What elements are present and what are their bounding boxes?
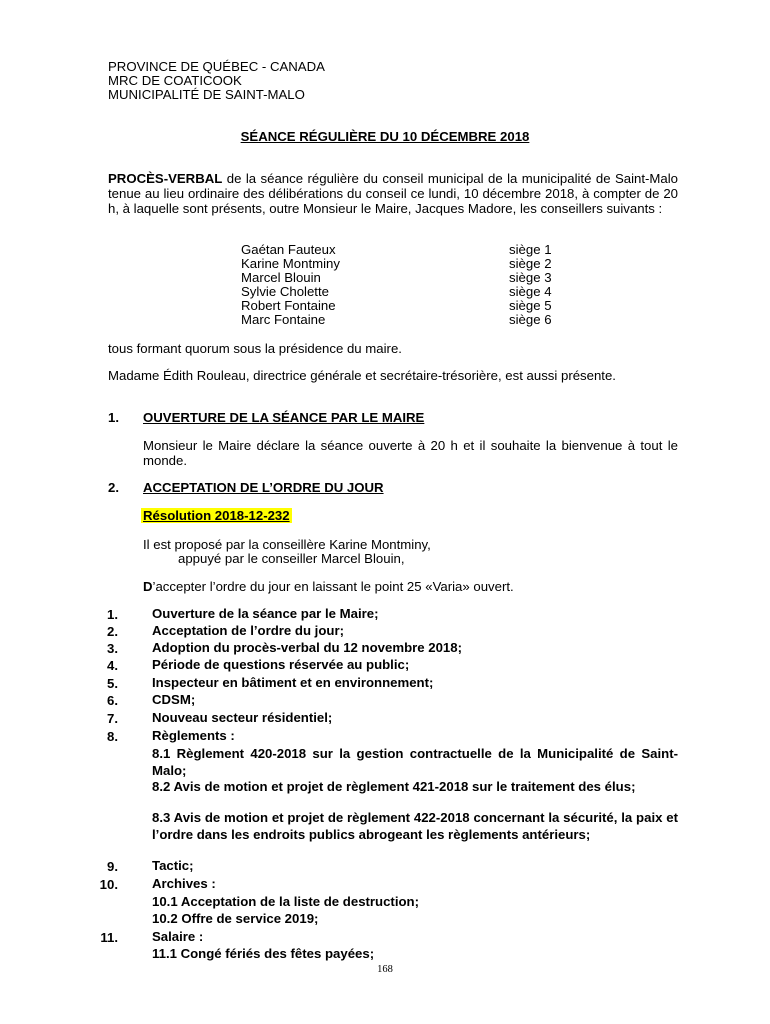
councillor-seat: siège 5 xyxy=(509,298,552,313)
resolution-highlight: Résolution 2018-12-232 xyxy=(143,508,290,523)
page-number: 168 xyxy=(377,964,393,975)
resolution-number xyxy=(141,508,292,523)
agenda-item: Inspecteur en bâtiment et en environnement; xyxy=(152,675,434,690)
councillor-seat: siège 3 xyxy=(509,270,552,285)
acceptance-rest: ’accepter l’ordre du jour en laissant le point 25 «Varia» ouvert. xyxy=(152,579,514,594)
agenda-number: 4. xyxy=(107,658,118,673)
agenda-item: Nouveau secteur résidentiel; xyxy=(152,710,333,725)
agenda-subitem: 11.1 Congé fériés des fêtes payées; xyxy=(152,946,375,961)
header-municipality: MUNICIPALITÉ DE SAINT-MALO xyxy=(108,87,305,102)
agenda-number: 11. xyxy=(100,930,118,945)
acceptance-text xyxy=(143,579,514,594)
agenda-item: Période de questions réservée au public; xyxy=(152,657,410,672)
proposed-by: Il est proposé par la conseillère Karine Montminy, xyxy=(143,537,431,552)
agenda-number: 10. xyxy=(99,877,118,892)
section-1-title: OUVERTURE DE LA SÉANCE PAR LE MAIRE xyxy=(143,410,425,425)
councillor-name: Marcel Blouin xyxy=(241,270,321,285)
councillor-name: Gaétan Fauteux xyxy=(241,242,336,257)
agenda-item: Tactic; xyxy=(152,858,194,873)
acceptance-initial: D xyxy=(143,579,153,594)
agenda-item: Adoption du procès-verbal du 12 novembre 2018; xyxy=(152,640,462,655)
agenda-item: CDSM; xyxy=(152,692,196,707)
agenda-item: Ouverture de la séance par le Maire; xyxy=(152,606,379,621)
agenda-number: 8. xyxy=(107,729,118,744)
councillor-name: Sylvie Cholette xyxy=(241,284,329,299)
meeting-title: SÉANCE RÉGULIÈRE DU 10 DÉCEMBRE 2018 xyxy=(240,129,530,144)
quorum-text: tous formant quorum sous la présidence du maire. xyxy=(108,341,402,356)
agenda-number: 6. xyxy=(107,693,118,708)
agenda-number: 5. xyxy=(107,676,118,691)
agenda-item: Acceptation de l’ordre du jour; xyxy=(152,623,344,638)
header-mrc: MRC DE COATICOOK xyxy=(108,73,242,88)
proces-verbal-label: PROCÈS-VERBAL xyxy=(108,171,223,186)
section-1-number: 1. xyxy=(108,410,119,425)
agenda-item: Salaire : xyxy=(152,929,204,944)
header-province: PROVINCE DE QUÉBEC - CANADA xyxy=(108,59,325,74)
agenda-number: 9. xyxy=(107,859,118,874)
agenda-subitem: 8.1 Règlement 420-2018 sur la gestion contractuelle de la Municipalité de Saint-Malo; xyxy=(152,746,678,778)
intro-text: de la séance régulière du conseil municipal de la municipalité de Saint-Malo tenue au lieu ordinaire des délibérations du conseil ce lundi, 10 décembre 2018, à compter de 20 h, à laquelle sont présents, outre Monsieur le Maire, Jacques Madore, les conseillers suivants : xyxy=(108,171,678,216)
section-2-title: ACCEPTATION DE L’ORDRE DU JOUR xyxy=(143,480,384,495)
agenda-item: Règlements : xyxy=(152,728,235,743)
councillor-name: Karine Montminy xyxy=(241,256,340,271)
agenda-number: 2. xyxy=(107,624,118,639)
councillor-seat: siège 1 xyxy=(509,242,552,257)
councillor-seat: siège 4 xyxy=(509,284,552,299)
section-1-text: Monsieur le Maire déclare la séance ouverte à 20 h et il souhaite la bienvenue à tout le monde. xyxy=(143,438,678,468)
agenda-subitem: 10.1 Acceptation de la liste de destruction; xyxy=(152,894,419,909)
agenda-number: 7. xyxy=(107,711,118,726)
councillor-name: Robert Fontaine xyxy=(241,298,336,313)
agenda-number: 3. xyxy=(107,641,118,656)
agenda-subitem: 8.3 Avis de motion et projet de règlement 422-2018 concernant la sécurité, la paix et l’ordre dans les endroits publics abrogeant les règlements antérieurs; xyxy=(152,810,678,842)
secretary-text: Madame Édith Rouleau, directrice générale et secrétaire-trésorière, est aussi présente. xyxy=(108,368,616,383)
councillor-seat: siège 6 xyxy=(509,312,552,327)
intro-paragraph xyxy=(108,171,678,216)
councillor-seat: siège 2 xyxy=(509,256,552,271)
agenda-subitem: 10.2 Offre de service 2019; xyxy=(152,911,319,926)
seconded-by: appuyé par le conseiller Marcel Blouin, xyxy=(178,551,405,566)
agenda-number: 1. xyxy=(107,607,118,622)
section-2-number: 2. xyxy=(108,480,119,495)
councillor-name: Marc Fontaine xyxy=(241,312,326,327)
agenda-subitem: 8.2 Avis de motion et projet de règlement 421-2018 sur le traitement des élus; xyxy=(152,779,636,794)
agenda-item: Archives : xyxy=(152,876,216,891)
